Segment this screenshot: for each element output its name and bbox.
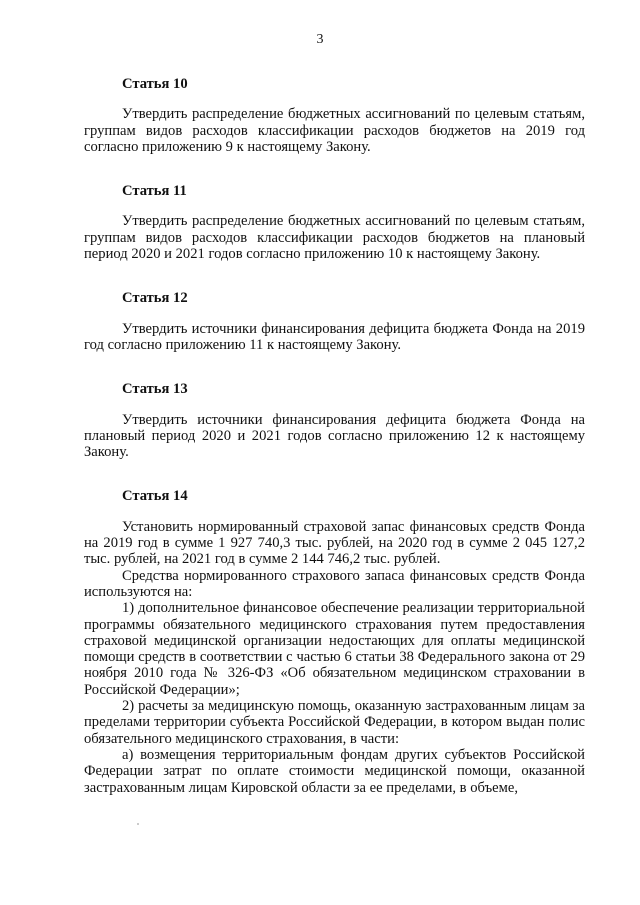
article-13-paragraph: Утвердить источники финансирования дефицита бюджета Фонда на плановый период 2020 и 2021 годов согласно приложению 12 к настоящему Закону. bbox=[84, 411, 585, 461]
article-14-paragraph-2: Средства нормированного страхового запаса финансовых средств Фонда используются на: bbox=[84, 567, 585, 600]
scan-speck bbox=[137, 823, 139, 825]
article-12-paragraph: Утвердить источники финансирования дефицита бюджета Фонда на 2019 год согласно приложению 11 к настоящему Закону. bbox=[84, 320, 585, 353]
article-heading-10: Статья 10 bbox=[122, 76, 188, 92]
article-14-paragraph-1: Установить нормированный страховой запас финансовых средств Фонда на 2019 год в сумме 1 927 740,3 тыс. рублей, на 2020 год в сумме 2 045 127,2 тыс. рублей, на 2021 год в сумме 2 144 746,2 тыс. рублей. bbox=[84, 518, 585, 568]
article-10-paragraph: Утвердить распределение бюджетных ассигнований по целевым статьям, группам видов расходов классификации расходов бюджетов на 2019 год согласно приложению 9 к настоящему Закону. bbox=[84, 106, 585, 155]
page-number: 3 bbox=[316, 32, 324, 47]
article-heading-13: Статья 13 bbox=[122, 381, 188, 398]
article-heading-14: Статья 14 bbox=[122, 488, 188, 505]
document-body bbox=[84, 66, 585, 796]
article-11-paragraph: Утвердить распределение бюджетных ассигнований по целевым статьям, группам видов расходов классификации расходов бюджетов на плановый период 2020 и 2021 годов согласно приложению 10 к настоящему Закону. bbox=[84, 213, 585, 263]
article-heading-12: Статья 12 bbox=[122, 290, 188, 307]
article-14-item-1: 1) дополнительное финансовое обеспечение реализации территориальной программы обязательного медицинского страхования путем предоставления страховой медицинской организации недостающих для оплаты медицинской помощи средств в соответствии с частью 6 статьи 38 Федерального закона от 29 ноября 2010 года № 326-ФЗ «Об обязательном медицинском страховании в Российской Федерации»; bbox=[84, 600, 585, 698]
article-14-subitem-a: а) возмещения территориальным фондам других субъектов Российской Федерации затрат по оплате стоимости медицинской помощи, оказанной застрахованным лицам Кировской области за ее пределами, в объеме, bbox=[84, 746, 585, 796]
article-heading-11: Статья 11 bbox=[122, 183, 187, 200]
article-14-item-2: 2) расчеты за медицинскую помощь, оказанную застрахованным лицам за пределами территории субъекта Российской Федерации, в котором выдан полис обязательного медицинского страхования, в части: bbox=[84, 698, 585, 747]
